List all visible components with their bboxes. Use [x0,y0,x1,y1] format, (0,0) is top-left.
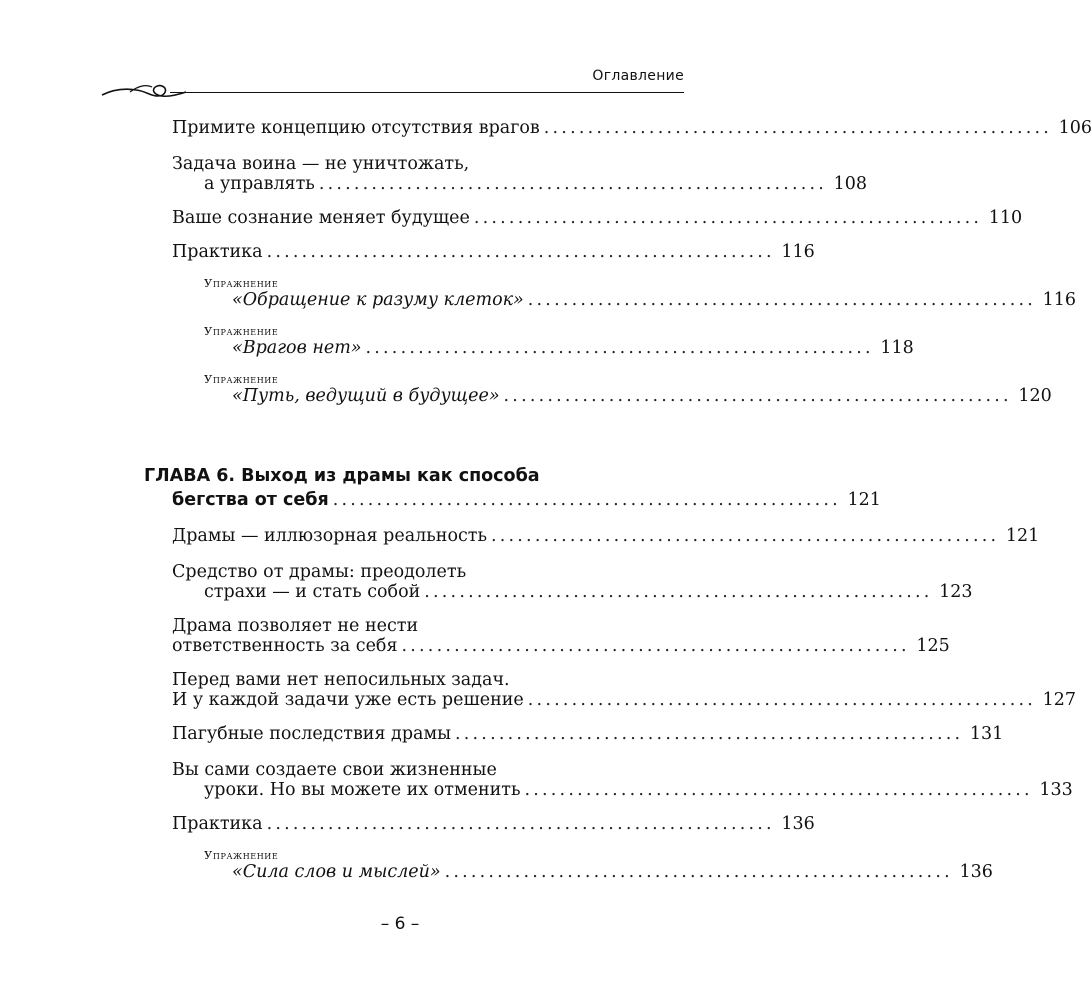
toc-entry-title: Ваше сознание меняет будущее [172,208,470,228]
toc-entry[interactable] [172,242,815,262]
toc-entry[interactable] [172,208,1023,228]
toc-entry-title: «Путь, ведущий в будущее» [232,386,500,406]
header-rule [170,92,684,93]
toc-entry[interactable] [172,636,950,656]
leader-dots: .......................................................... [455,724,964,744]
toc-entry-title-continued: а управлять [204,174,315,194]
chapter-title-continued: бегства от себя [172,490,329,510]
toc-entry[interactable] [204,582,973,602]
toc-entry-title-continued: страхи — и стать собой [204,582,421,602]
toc-entry-page: 136 [959,862,993,882]
header-title: Оглавление [592,68,684,84]
toc-entry[interactable] [172,118,1092,138]
exercise-label: Упражнение [204,324,279,338]
leader-dots: .......................................................... [401,636,910,656]
chapter-title: ГЛАВА 6. Выход из драмы как способа [144,466,540,486]
toc-entry-page: 136 [781,814,815,834]
toc-entry-title: Вы сами создаете свои жизненные [172,760,497,780]
toc-entry-title: Практика [172,242,263,262]
toc-entry[interactable] [172,526,1040,546]
toc-entry-page: 116 [781,242,815,262]
toc-entry-page: 106 [1058,118,1092,138]
toc-entry-title-continued: ответственность за себя [172,636,398,656]
toc-entry-title: Практика [172,814,263,834]
leader-dots: .......................................................... [491,526,1000,546]
leader-dots: .......................................................... [527,690,1037,710]
flourish-ornament-icon [100,78,190,102]
toc-entry[interactable] [204,174,868,194]
exercise-label: Упражнение [204,276,279,290]
toc-entry[interactable] [232,386,1052,406]
toc-entry-page: 131 [969,724,1004,744]
toc-entry-title: Средство от драмы: преодолеть [172,562,467,582]
toc-entry-line-1[interactable] [172,670,684,690]
page-number: – 6 – [380,914,420,934]
toc-entry-line-1[interactable] [172,562,684,582]
toc-entry-title-continued: уроки. Но вы можете их отменить [204,780,521,800]
toc-entry-title: «Обращение к разуму клеток» [232,290,524,310]
toc-entry[interactable] [172,690,1077,710]
leader-dots: .......................................................... [318,174,828,194]
leader-dots: .......................................................... [332,490,841,510]
leader-dots: .......................................................... [266,242,775,262]
toc-entry-title: Драмы — иллюзорная реальность [172,526,487,546]
toc-entry-page: 127 [1042,690,1077,710]
chapter-entry[interactable] [172,490,881,510]
leader-dots: .......................................................... [543,118,1053,138]
toc-entry-title: «Сила слов и мыслей» [232,862,441,882]
running-header [100,60,684,100]
leader-dots: .......................................................... [424,582,933,602]
toc-entry-page: 120 [1018,386,1052,406]
toc-entry-line-1[interactable] [172,760,684,780]
leader-dots: .......................................................... [365,338,874,358]
toc-entry-page: 116 [1042,290,1077,310]
toc-entry[interactable] [232,338,914,358]
leader-dots: .......................................................... [527,290,1037,310]
toc-entry-title: Перед вами нет непосильных задач. [172,670,510,690]
toc-entry-title: Драма позволяет не нести [172,616,419,636]
exercise-label: Упражнение [204,848,279,862]
toc-entry-title: «Врагов нет» [232,338,362,358]
toc-entry-title: Примите концепцию отсутствия врагов [172,118,540,138]
toc-entry-page: 121 [1005,526,1040,546]
toc-entry-title-continued: И у каждой задачи уже есть решение [172,690,524,710]
toc-entry-page: 125 [916,636,950,656]
toc-entry-title: Пагубные последствия драмы [172,724,452,744]
leader-dots: .......................................................... [473,208,983,228]
toc-entry[interactable] [172,814,815,834]
leader-dots: .......................................................... [266,814,775,834]
exercise-label: Упражнение [204,372,279,386]
toc-entry-page: 133 [1039,780,1073,800]
toc-entry-title: Задача воина — не уничтожать, [172,154,470,174]
toc-entry-line-1[interactable] [172,154,684,174]
chapter-title-line-1[interactable] [144,466,684,486]
toc-entry-page: 110 [988,208,1023,228]
toc-entry[interactable] [172,724,1004,744]
toc-entry[interactable] [232,862,993,882]
leader-dots: .......................................................... [444,862,953,882]
toc-entry[interactable] [204,780,1073,800]
toc-entry[interactable] [232,290,1077,310]
leader-dots: .......................................................... [503,386,1012,406]
chapter-page: 121 [847,490,881,510]
toc-entry-line-1[interactable] [172,616,684,636]
toc-entry-page: 108 [833,174,868,194]
toc-entry-page: 118 [880,338,914,358]
leader-dots: .......................................................... [524,780,1033,800]
toc-entry-page: 123 [939,582,973,602]
